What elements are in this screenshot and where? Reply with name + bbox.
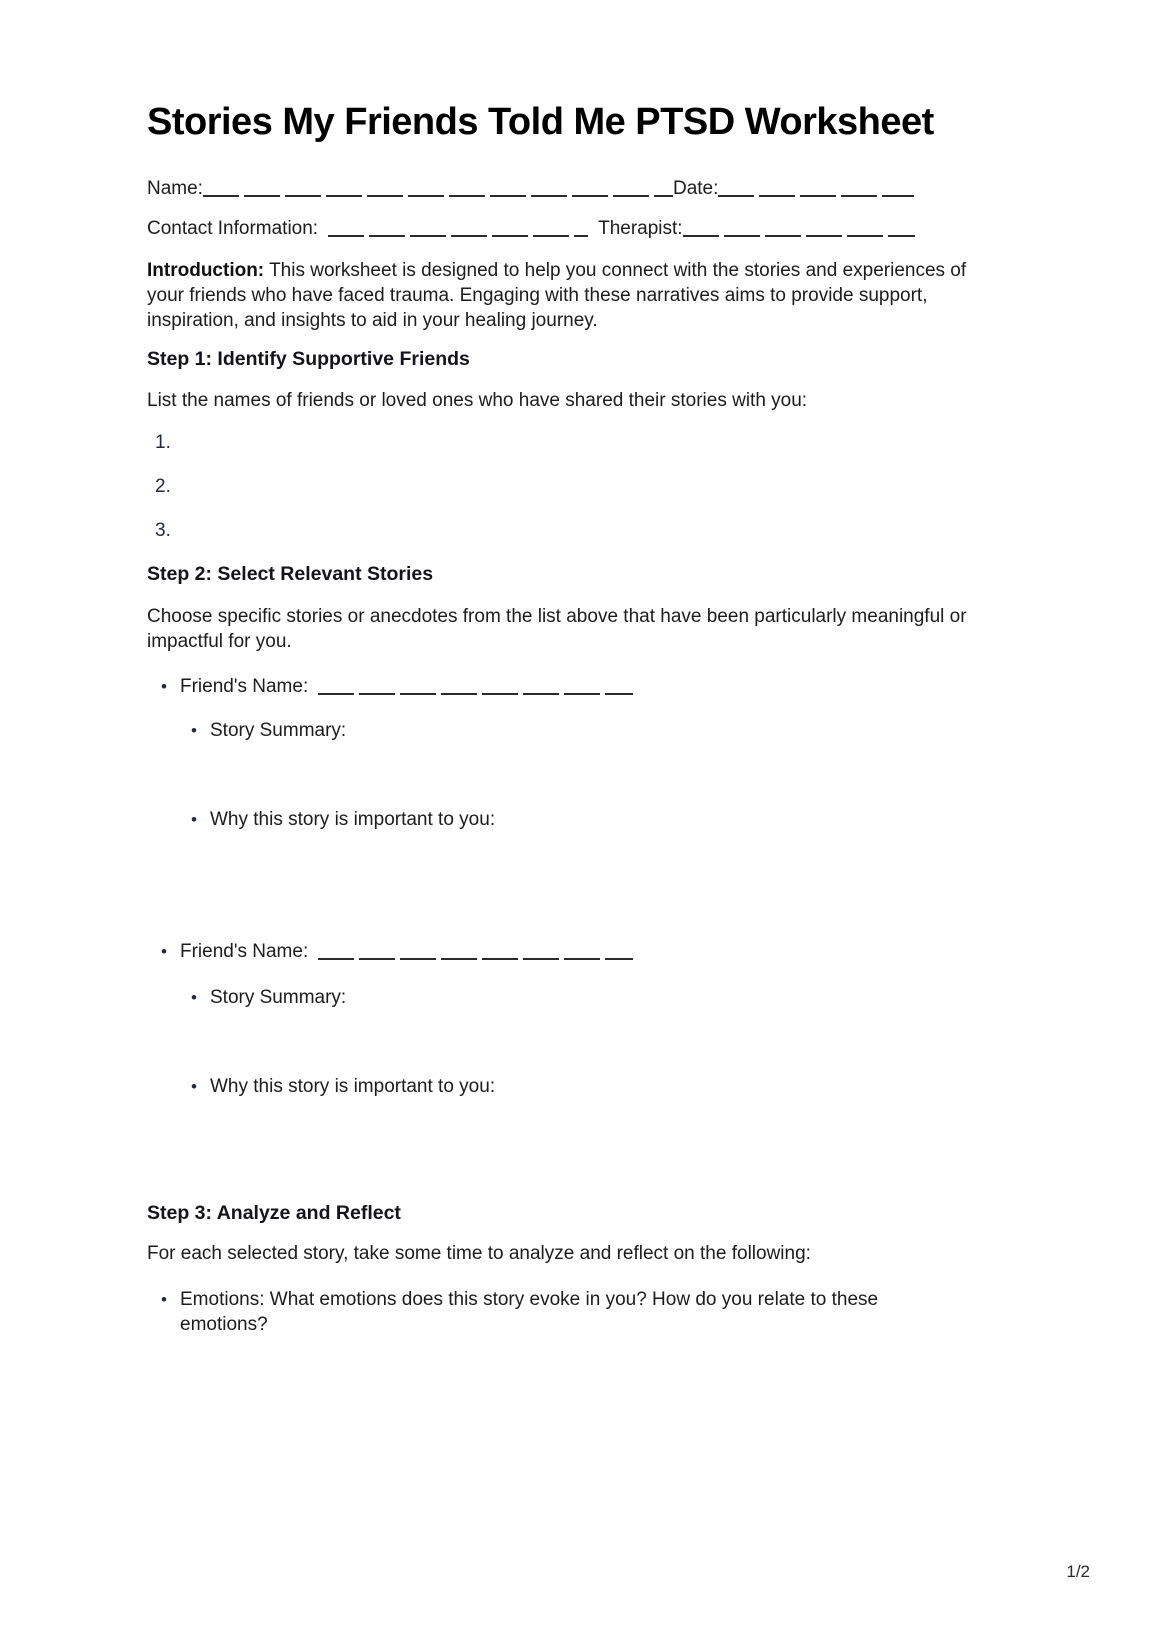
friend-name-blank-line <box>318 940 633 960</box>
step1-prompt: List the names of friends or loved ones who have shared their stories with you: <box>147 390 808 411</box>
friend-entry-1-why-row <box>147 807 1086 832</box>
name-label: Name: <box>147 178 203 199</box>
introduction-paragraph <box>147 258 997 333</box>
friend-entry-2-why-row <box>147 1074 1086 1099</box>
friend-name-blank-line <box>318 675 633 695</box>
date-blank-line <box>718 177 914 197</box>
bullet-icon: • <box>161 1290 167 1309</box>
friend-name-label: Friend's Name: <box>180 676 309 697</box>
contact-blank-line <box>328 217 588 237</box>
friend-entry-2-name-row <box>147 939 1086 965</box>
story-summary-label: Story Summary: <box>210 987 347 1008</box>
page-number: 1/2 <box>1066 1562 1090 1581</box>
step3-heading: Step 3: Analyze and Reflect <box>147 1202 401 1224</box>
introduction-text: This worksheet is designed to help you connect with the stories and experiences of your friends who have faced trauma. Engaging with these narratives aims to provide support, inspiration, and insights to aid in your healing journey. <box>147 260 967 331</box>
emotions-bullet-row <box>147 1287 1086 1337</box>
bullet-icon: • <box>161 677 167 696</box>
contact-label: Contact Information: <box>147 218 319 239</box>
friend-name-label: Friend's Name: <box>180 941 309 962</box>
bullet-icon: • <box>161 942 167 961</box>
therapist-label: Therapist: <box>598 218 683 239</box>
friend-entry-1-name-row <box>147 674 1086 700</box>
page-title: Stories My Friends Told Me PTSD Worksheet <box>147 101 934 143</box>
friend-list-item-1: 1. <box>155 432 171 453</box>
bullet-icon: • <box>191 1077 197 1096</box>
step2-heading: Step 2: Select Relevant Stories <box>147 563 434 585</box>
introduction-label: Introduction: <box>147 260 265 281</box>
why-important-label: Why this story is important to you: <box>210 1076 496 1097</box>
bullet-icon: • <box>191 988 197 1007</box>
friend-list-item-2: 2. <box>155 476 171 497</box>
story-summary-label: Story Summary: <box>210 720 347 741</box>
step3-prompt: For each selected story, take some time to analyze and reflect on the following: <box>147 1243 811 1264</box>
date-label: Date: <box>672 178 719 199</box>
bullet-icon: • <box>191 721 197 740</box>
therapist-blank-line <box>683 217 915 237</box>
name-blank-line <box>203 177 673 197</box>
step2-prompt: Choose specific stories or anecdotes from the list above that have been particularly meaningful or impactful for you. <box>147 606 967 652</box>
friend-entry-2-summary-row <box>147 985 1086 1010</box>
emotions-prompt: Emotions: What emotions does this story evoke in you? How do you relate to these emotions? <box>180 1289 879 1335</box>
step1-heading: Step 1: Identify Supportive Friends <box>147 348 470 370</box>
bullet-icon: • <box>191 810 197 829</box>
friend-entry-1-summary-row <box>147 718 1086 743</box>
why-important-label: Why this story is important to you: <box>210 809 496 830</box>
contact-therapist-row <box>147 216 1086 242</box>
friend-list-item-3: 3. <box>155 520 171 541</box>
name-date-row <box>147 176 1086 202</box>
